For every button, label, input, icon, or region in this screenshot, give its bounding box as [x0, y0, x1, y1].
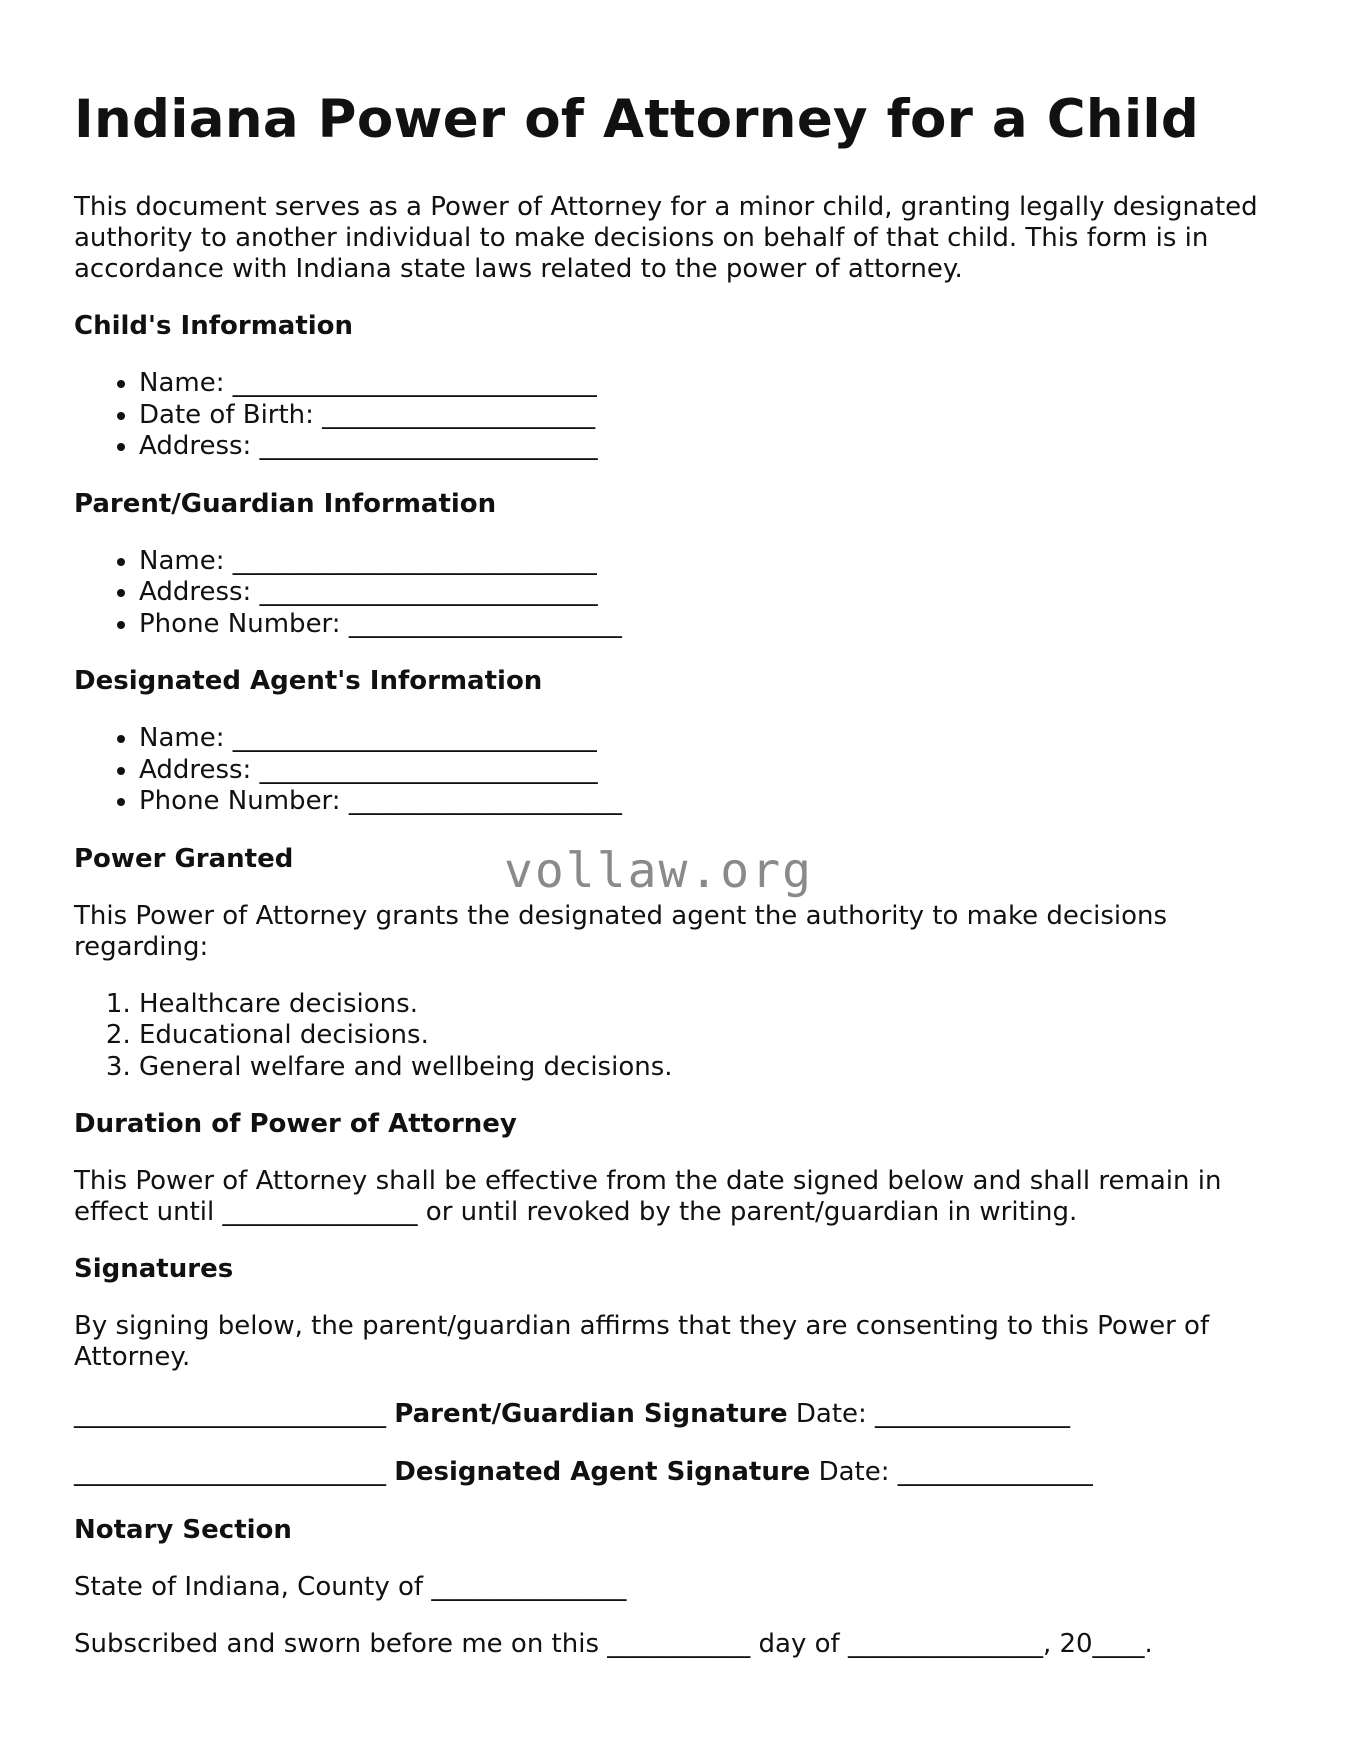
power-granted-heading: Power Granted [74, 843, 294, 874]
child-address-field: • Address: __________________________ [139, 431, 1284, 463]
child-dob-field: • Date of Birth: _____________________ [139, 400, 1284, 432]
agent-signature-label: Designated Agent Signature [394, 1457, 811, 1487]
parent-signature-blank: ________________________ [74, 1399, 386, 1429]
watermark-text: vollaw.org [504, 843, 813, 899]
agent-name-field: • Name: ____________________________ [139, 723, 1284, 755]
power-item-welfare: 3. General welfare and wellbeing decisions. [139, 1052, 1284, 1084]
document-title: Indiana Power of Attorney for a Child [74, 89, 1200, 150]
parent-signature-date: Date: _______________ [795, 1399, 1071, 1429]
parent-signature-line [74, 1399, 1284, 1430]
agent-phone-field: • Phone Number: _____________________ [139, 786, 1284, 818]
notary-county: State of Indiana, County of _______________ [74, 1572, 627, 1602]
agent-info-heading: Designated Agent's Information [74, 666, 543, 696]
agent-address-field: • Address: __________________________ [139, 755, 1284, 787]
parent-phone-field: • Phone Number: _____________________ [139, 609, 1284, 641]
agent-signature-date: Date: _______________ [818, 1457, 1093, 1487]
parent-info-heading: Parent/Guardian Information [74, 488, 497, 519]
child-info-heading: Child's Information [74, 311, 354, 341]
duration-paragraph: This Power of Attorney shall be effective from the date signed below and shall remain in effect until _______________ or until revoked by the parent/guardian in writing. [74, 1166, 1222, 1227]
power-item-educational: 2. Educational decisions. [139, 1020, 1284, 1052]
parent-info-list [74, 546, 1284, 641]
notary-heading: Notary Section [74, 1515, 292, 1545]
signatures-paragraph: By signing below, the parent/guardian affirms that they are consenting to this Power of Attorney. [74, 1311, 1210, 1372]
notary-sworn: Subscribed and sworn before me on this ___________ day of _______________, 20____. [74, 1629, 1153, 1659]
agent-signature-blank: ________________________ [74, 1457, 386, 1487]
power-granted-paragraph: This Power of Attorney grants the designated agent the authority to make decisions regarding: [74, 900, 1168, 962]
parent-name-field: • Name: ____________________________ [139, 546, 1284, 578]
power-granted-list [74, 989, 1284, 1084]
agent-info-list [74, 723, 1284, 818]
child-info-list [74, 368, 1284, 463]
power-item-healthcare: 1. Healthcare decisions. [139, 989, 1284, 1021]
parent-signature-label: Parent/Guardian Signature [394, 1399, 788, 1429]
child-name-field: • Name: ____________________________ [139, 368, 1284, 400]
signatures-heading: Signatures [74, 1254, 234, 1284]
intro-paragraph: This document serves as a Power of Attorney for a minor child, granting legally designated authority to another individual to make decisions on behalf of that child. This form is in accordance with Indiana state laws related to the power of attorney. [74, 192, 1258, 284]
agent-signature-line [74, 1457, 1284, 1488]
duration-heading: Duration of Power of Attorney [74, 1109, 517, 1139]
parent-address-field: • Address: __________________________ [139, 577, 1284, 609]
